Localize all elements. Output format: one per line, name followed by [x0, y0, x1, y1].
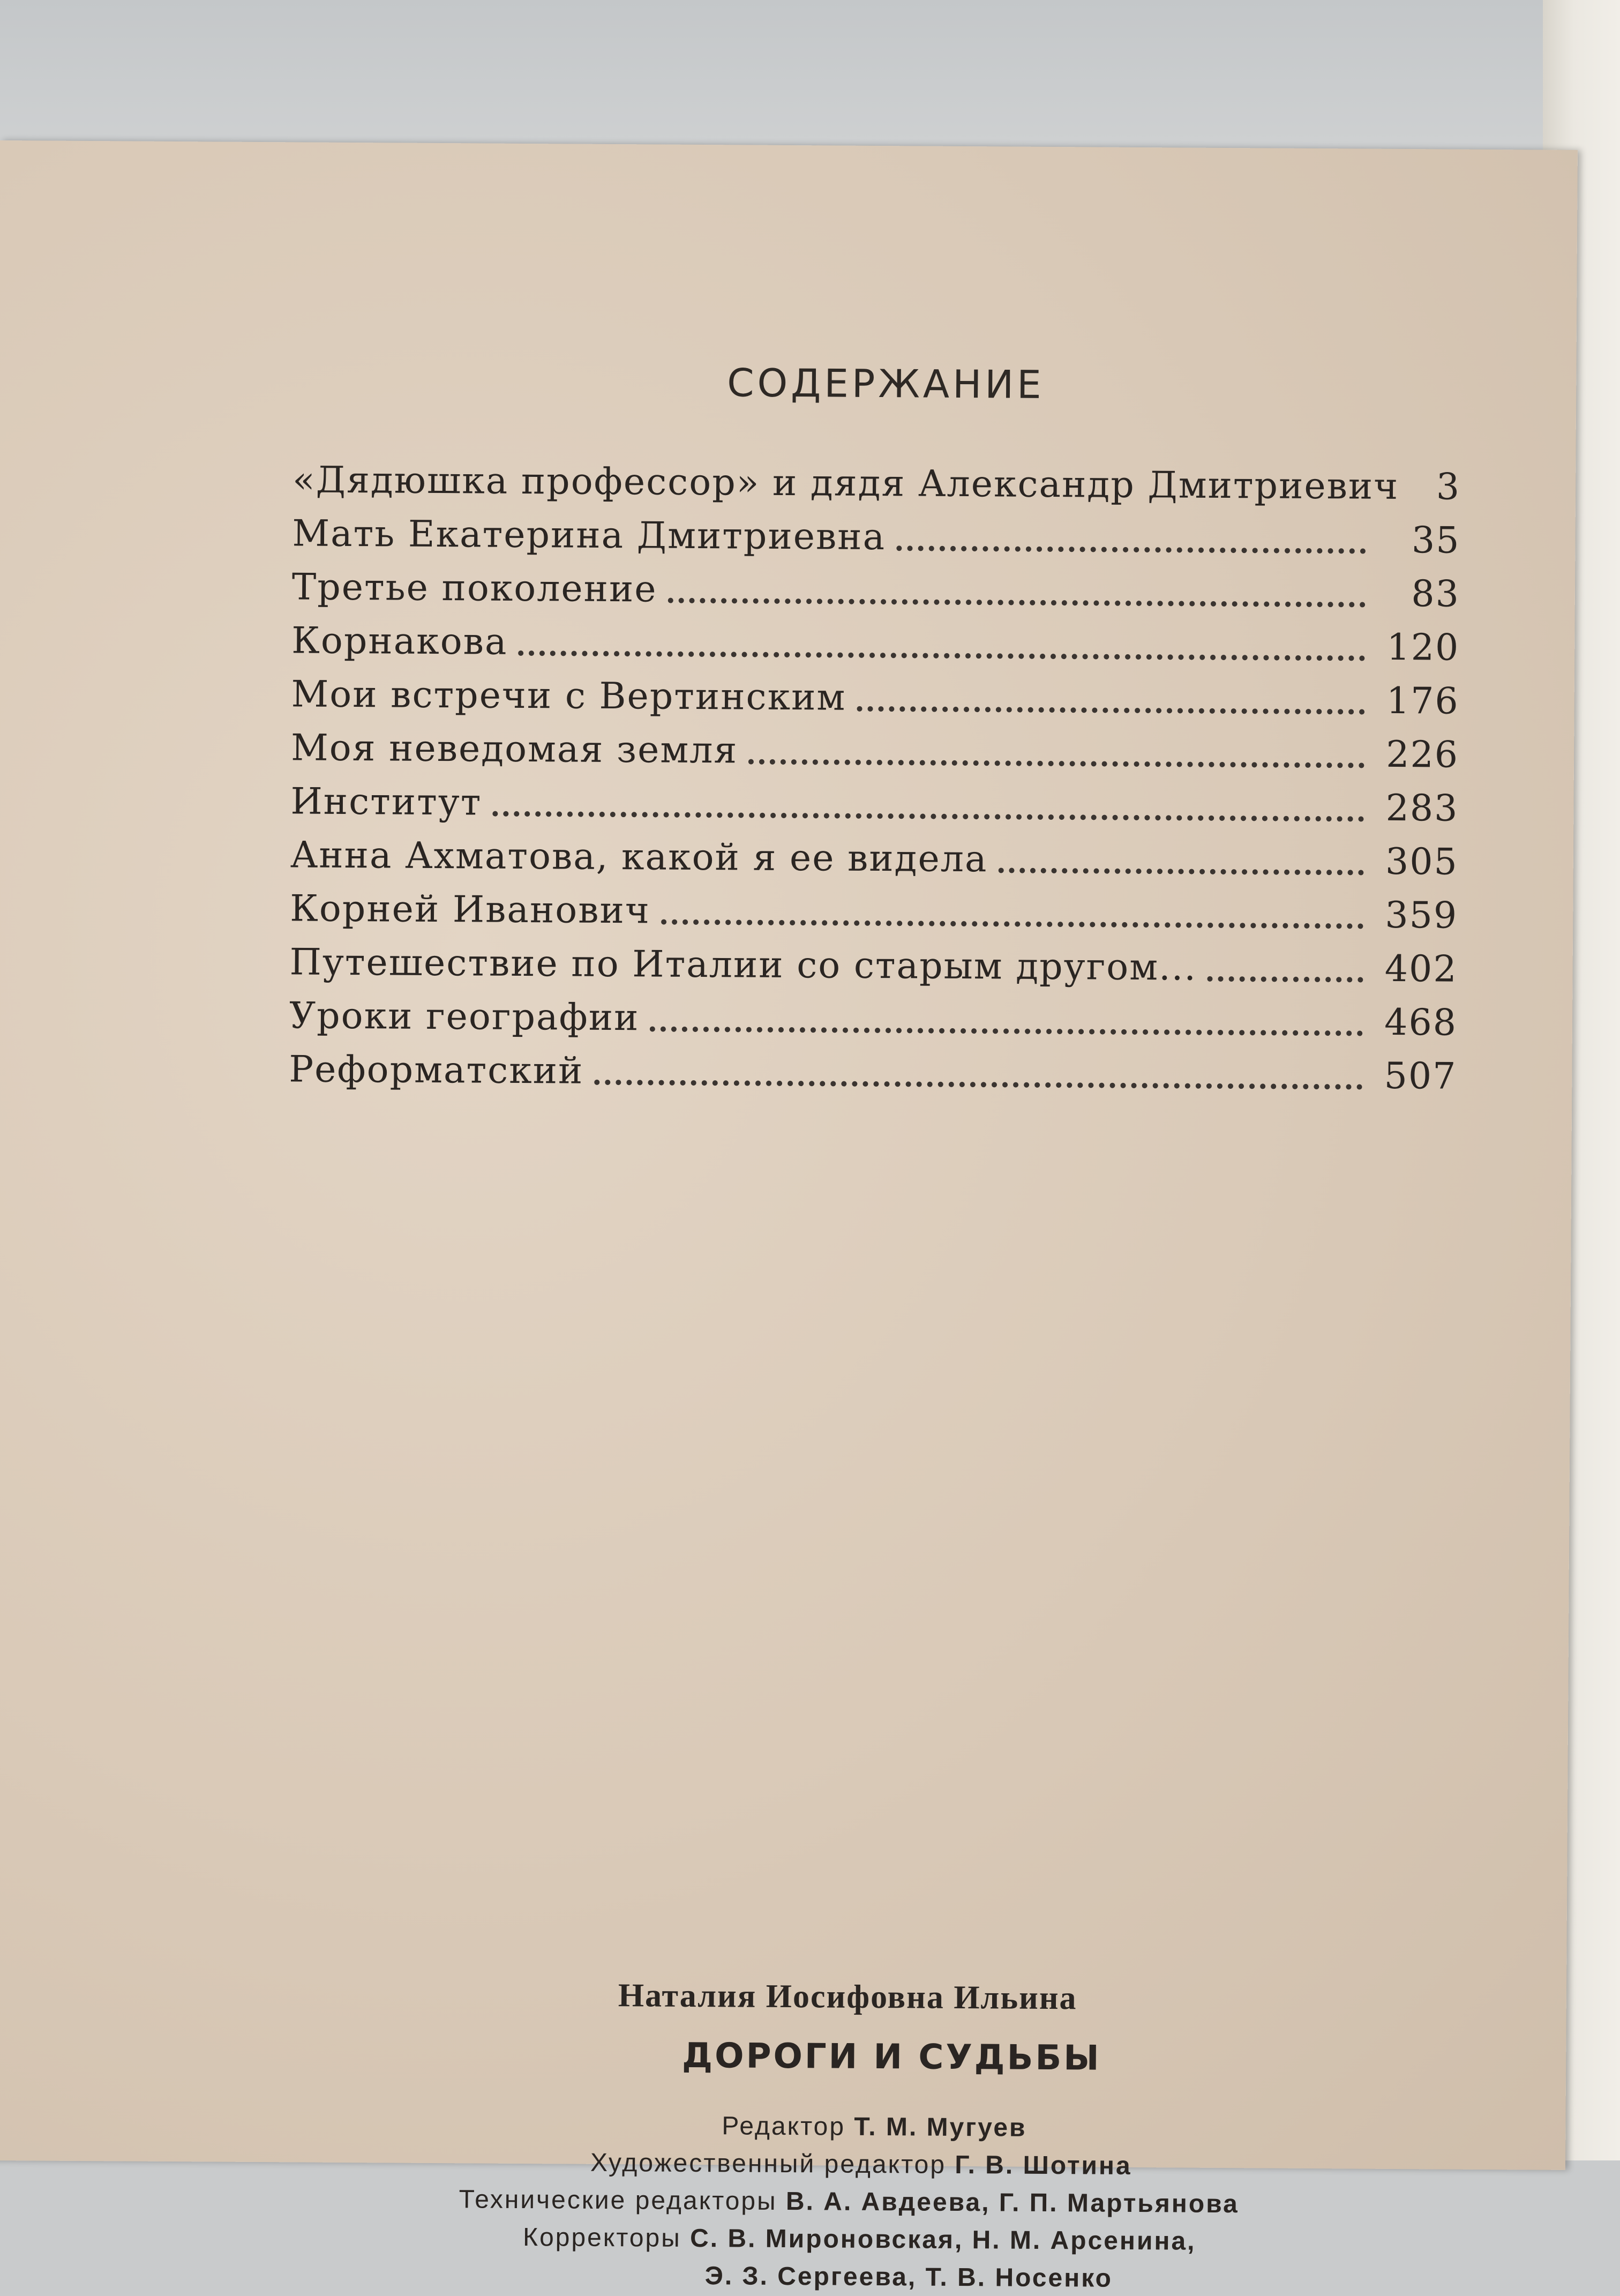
- art-editor-label: Художественный редактор: [590, 2148, 947, 2179]
- tech-editors-names: В. А. Авдеева, Г. П. Мартьянова: [785, 2187, 1239, 2219]
- toc-entry-title: Мои встречи с Вертинским: [291, 673, 846, 719]
- toc-entry-title: Третье поколение: [291, 566, 657, 611]
- toc-entry-page: 402: [1384, 947, 1458, 991]
- toc-leader: [668, 598, 1365, 608]
- toc-entry: [291, 662, 1459, 722]
- book-page: [0, 140, 1578, 2293]
- proofreaders-names-continued: Э. З. Сергеева, Т. В. Носенко: [704, 2262, 1113, 2293]
- tech-editors-label: Технические редакторы: [459, 2185, 777, 2216]
- proofreaders-credit-continued: [705, 2261, 1113, 2293]
- toc-entry: [290, 876, 1458, 937]
- toc-entry-page: 3: [1436, 466, 1461, 508]
- toc-entry-title: Путешествие по Италии со старым другом...: [289, 941, 1197, 989]
- toc-leader: [650, 1026, 1363, 1036]
- toc-entry: [289, 1037, 1457, 1097]
- toc-entry-title: Реформатский: [289, 1048, 584, 1093]
- toc-entry-page: 35: [1411, 519, 1460, 562]
- toc-entry-page: 176: [1386, 679, 1459, 723]
- toc-entry: [290, 769, 1459, 829]
- tech-editors-credit: [459, 2185, 1239, 2219]
- toc-leader: [748, 759, 1364, 768]
- toc-leader: [518, 650, 1365, 661]
- imprint-block: [0, 1973, 1566, 2293]
- toc-entry-title: Корней Иванович: [290, 887, 651, 932]
- toc-entry-page: 83: [1411, 573, 1460, 616]
- toc-entry-title: Уроки географии: [289, 994, 640, 1039]
- editor-label: Редактор: [722, 2112, 846, 2141]
- toc-entry-title: Мать Екатерина Дмитриевна: [292, 512, 886, 559]
- toc-entry-page: 120: [1386, 626, 1460, 669]
- proofreaders-credit: [523, 2223, 1196, 2256]
- toc-leader: [594, 1080, 1362, 1090]
- toc-entry: [292, 555, 1460, 615]
- proofreaders-names: С. В. Мироновская, Н. М. Арсенина,: [689, 2224, 1196, 2256]
- toc-entry-page: 283: [1385, 787, 1459, 830]
- toc-entry-title: Корнакова: [291, 619, 508, 663]
- toc-entry: [292, 447, 1461, 508]
- contents-heading: СОДЕРЖАНИЕ: [727, 360, 1045, 407]
- toc-leader: [661, 919, 1363, 929]
- toc-entry: [289, 930, 1458, 990]
- toc-entry-title: Моя неведомая земля: [290, 727, 738, 772]
- toc-entry: [290, 822, 1459, 883]
- toc-leader: [492, 811, 1364, 822]
- book-title: ДОРОГИ И СУДЬБЫ: [681, 2036, 1101, 2078]
- toc-entry-page: 359: [1385, 894, 1458, 937]
- toc-entry-title: Институт: [290, 780, 482, 824]
- toc-entry-page: 226: [1386, 733, 1459, 776]
- art-editor-credit: [590, 2148, 1132, 2181]
- toc-entry-title: Анна Ахматова, какой я ее видела: [290, 834, 988, 881]
- toc-entry: [292, 501, 1460, 562]
- toc-entry: [291, 608, 1460, 669]
- toc-entry: [291, 715, 1459, 776]
- toc-leader: [857, 706, 1364, 715]
- toc-leader: [1208, 976, 1363, 983]
- toc-entry-page: 305: [1385, 840, 1459, 884]
- toc-entry-page: 468: [1384, 1001, 1458, 1044]
- toc-entry: [289, 983, 1458, 1044]
- toc-leader: [998, 867, 1363, 875]
- toc-entry-page: 507: [1384, 1054, 1457, 1098]
- toc-leader: [896, 545, 1366, 554]
- author-name: Наталия Иосифовна Ильина: [618, 1977, 1077, 2017]
- toc-entry-title: «Дядюшка профессор» и дядя Александр Дмитриевич: [292, 459, 1399, 508]
- editor-name: Т. М. Мугуев: [854, 2112, 1027, 2142]
- art-editor-name: Г. В. Шотина: [955, 2150, 1132, 2180]
- proofreaders-label: Корректоры: [522, 2223, 681, 2253]
- table-of-contents: [289, 447, 1460, 1097]
- background-surface: [0, 0, 1620, 161]
- editor-credit: [722, 2111, 1026, 2142]
